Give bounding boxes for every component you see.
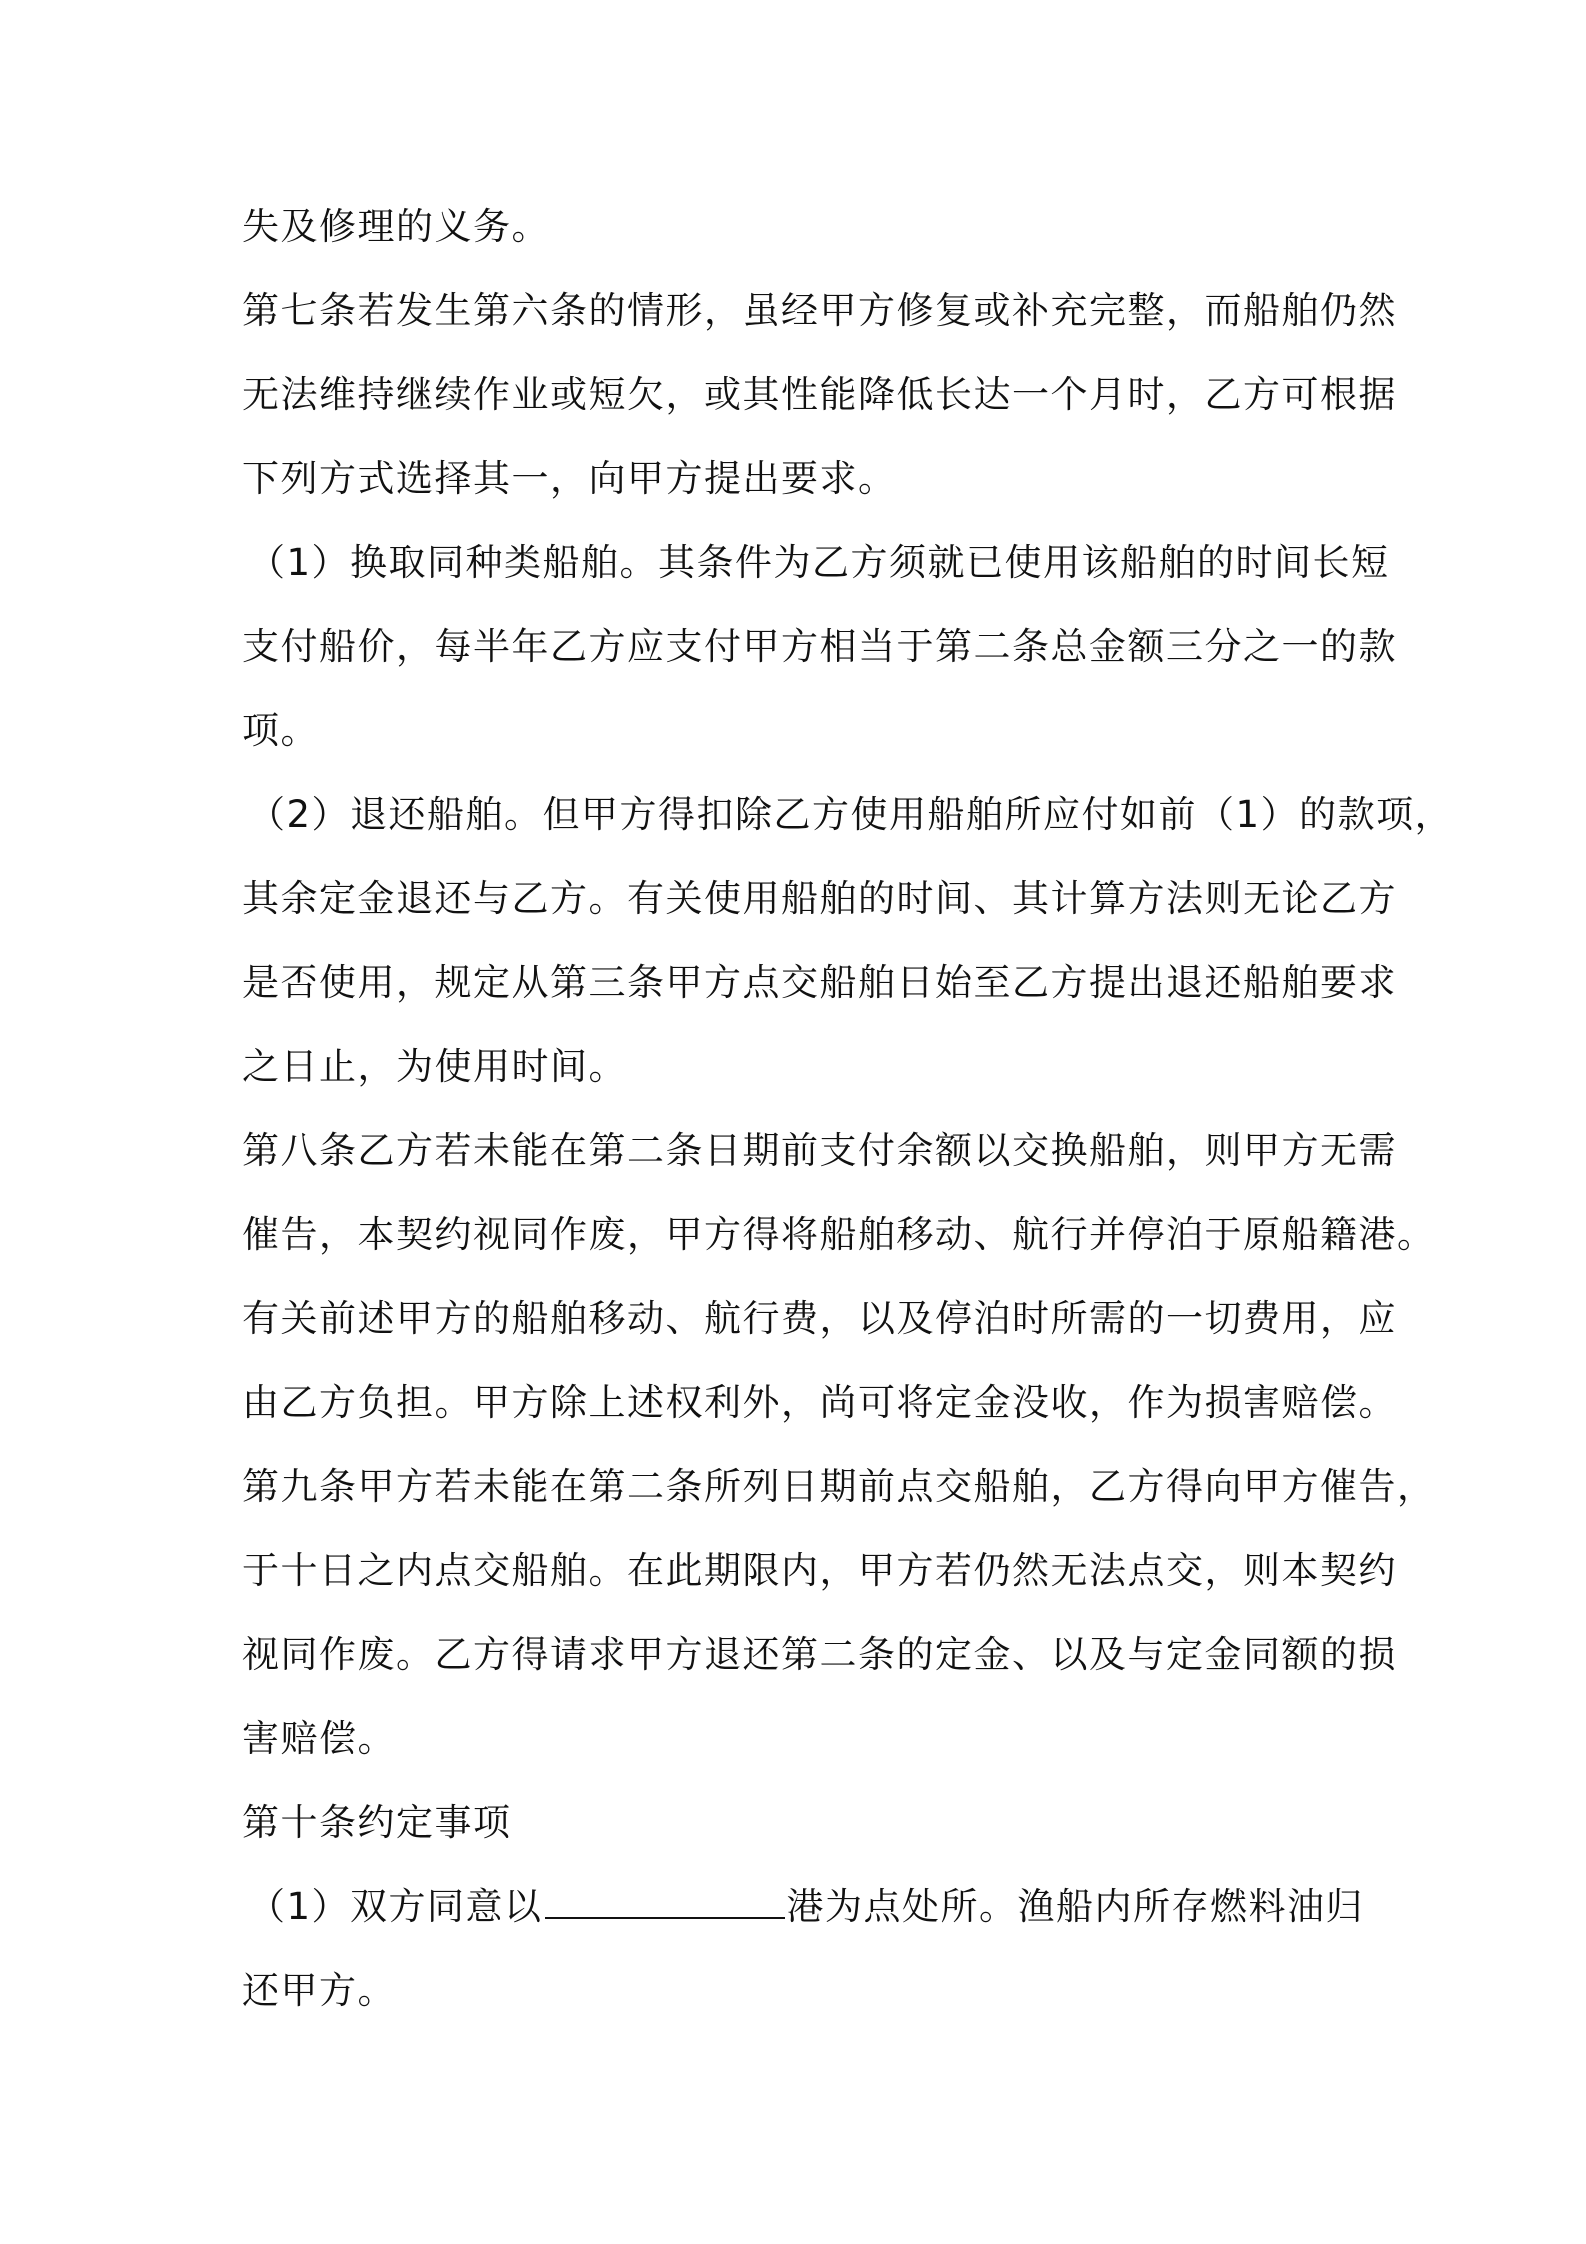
text-line: 其余定金退还与乙方。有关使用船舶的时间、其计算方法则无论乙方 [242, 877, 1397, 920]
clause-10-item-1 [248, 1883, 1364, 1931]
text-line: 有关前述甲方的船舶移动、航行费，以及停泊时所需的一切费用，应 [242, 1297, 1397, 1340]
text-line: 下列方式选择其一，向甲方提出要求。 [242, 457, 897, 500]
clause-10-heading: 第十条约定事项 [242, 1801, 512, 1844]
text-line: 于十日之内点交船舶。在此期限内，甲方若仍然无法点交，则本契约 [242, 1549, 1397, 1592]
blank-fill-line [545, 1887, 785, 1919]
text-line: 第七条若发生第六条的情形，虽经甲方修复或补充完整，而船舶仍然 [242, 289, 1397, 332]
text-line: 催告，本契约视同作废，甲方得将船舶移动、航行并停泊于原船籍港。 [242, 1213, 1436, 1256]
text-line: 支付船价，每半年乙方应支付甲方相当于第二条总金额三分之一的款 [242, 625, 1397, 668]
text-line: 害赔偿。 [242, 1717, 396, 1760]
text-line: 无法维持继续作业或短欠，或其性能降低长达一个月时，乙方可根据 [242, 373, 1397, 416]
clause-10-item-1-prefix: （1）双方同意以 [248, 1885, 543, 1928]
text-line: 视同作废。乙方得请求甲方退还第二条的定金、以及与定金同额的损 [242, 1633, 1397, 1676]
text-line: 是否使用，规定从第三条甲方点交船舶日始至乙方提出退还船舶要求 [242, 961, 1397, 1004]
text-line: 还甲方。 [242, 1969, 396, 2012]
text-line: 项。 [242, 709, 319, 752]
text-line: （2）退还船舶。但甲方得扣除乙方使用船舶所应付如前（1）的款项， [248, 793, 1454, 836]
text-line: 由乙方负担。甲方除上述权利外，尚可将定金没收，作为损害赔偿。 [242, 1381, 1397, 1424]
text-line: 失及修理的义务。 [242, 205, 550, 248]
text-line: 第九条甲方若未能在第二条所列日期前点交船舶，乙方得向甲方催告， [242, 1465, 1436, 1508]
clause-10-item-1-suffix: 港为点处所。渔船内所存燃料油归 [786, 1885, 1365, 1928]
text-line: 第八条乙方若未能在第二条日期前支付余额以交换船舶，则甲方无需 [242, 1129, 1397, 1172]
text-line: 之日止，为使用时间。 [242, 1045, 627, 1088]
text-line: （1）换取同种类船舶。其条件为乙方须就已使用该船舶的时间长短 [248, 541, 1390, 584]
